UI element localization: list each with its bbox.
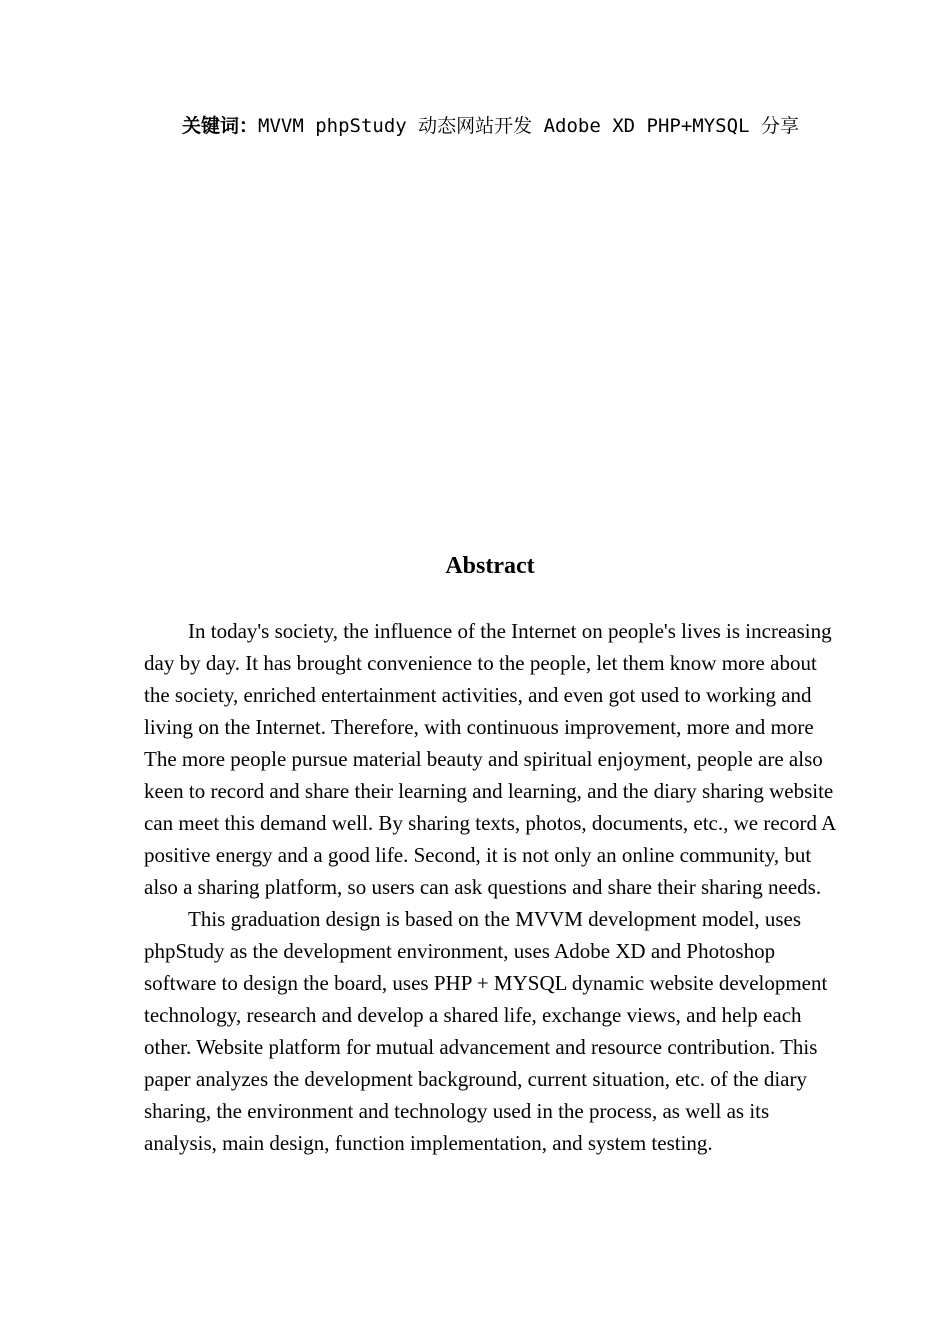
- abstract-title: Abstract: [445, 553, 535, 579]
- keywords-text: MVVM phpStudy 动态网站开发 Adobe XD PHP+MYSQL 分享: [258, 115, 799, 137]
- abstract-body: [144, 615, 836, 1159]
- abstract-paragraph: In today's society, the influence of the Internet on people's lives is increasing day by day. It has brought convenience to the people, let them know more about the society, enriched entertainment activities, and even got used to working and living on the Internet. Therefore, with continuous improvement, more and more The more people pursue material beauty and spiritual enjoyment, people are also keen to record and share their learning and learning, and the diary sharing website can meet this demand well. By sharing texts, photos, documents, etc., we record A positive energy and a good life. Second, it is not only an online community, but also a sharing platform, so users can ask questions and share their sharing needs.: [144, 619, 836, 899]
- keywords-label: 关键词：: [182, 115, 259, 137]
- abstract-paragraph: This graduation design is based on the MVVM development model, uses phpStudy as the development environment, uses Adobe XD and Photoshop software to design the board, uses PHP + MYSQL dynamic website development technology, research and develop a shared life, exchange views, and help each other. Website platform for mutual advancement and resource contribution. This paper analyzes the development background, current situation, etc. of the diary sharing, the environment and technology used in the process, as well as its analysis, main design, function implementation, and system testing.: [144, 907, 828, 1155]
- keywords-line: [182, 112, 882, 140]
